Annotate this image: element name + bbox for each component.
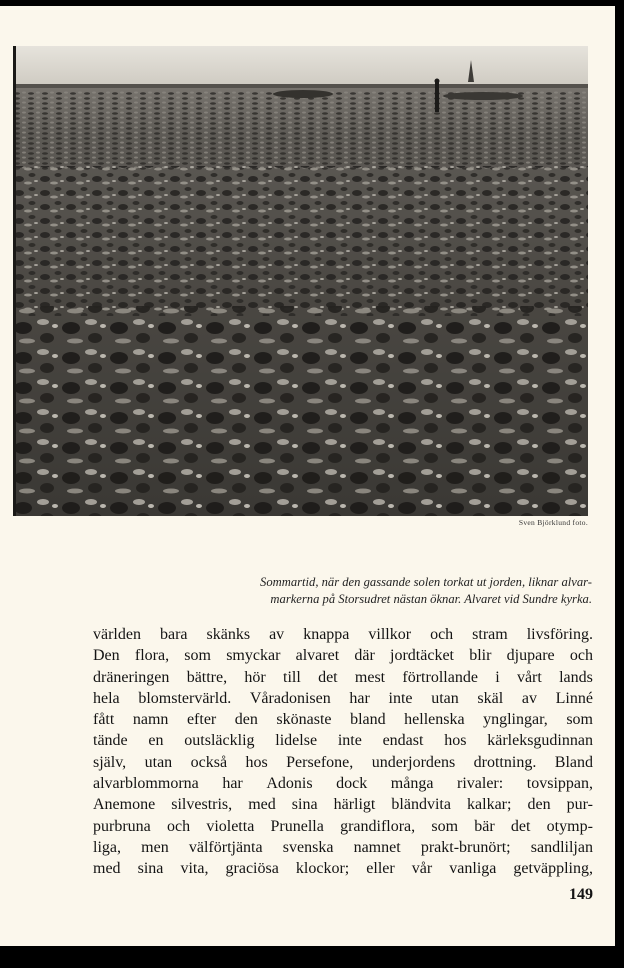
word: livsföring.: [526, 626, 593, 643]
word: och: [569, 647, 593, 665]
alvar-landscape-photo: [13, 46, 588, 516]
body-line: [93, 858, 593, 879]
word: namn: [132, 711, 169, 729]
word: skänks: [206, 626, 251, 643]
word: stram: [472, 626, 508, 643]
photo-credit: Sven Björklund foto.: [518, 518, 588, 527]
word: graciösa: [225, 860, 279, 878]
word: djupare: [506, 647, 555, 665]
word: utan: [431, 689, 459, 707]
word: som: [431, 817, 459, 835]
word: många: [390, 775, 434, 793]
word: välförtjänta: [188, 838, 263, 856]
word: en: [148, 732, 164, 750]
word: skäl: [477, 689, 504, 707]
word: rivaler:: [457, 775, 504, 793]
word: Den: [93, 647, 120, 665]
word: getväppling,: [513, 860, 593, 878]
scan-border-right: [615, 0, 624, 968]
word: förtrollande: [402, 668, 478, 686]
body-line: [93, 816, 593, 837]
word: också: [190, 753, 228, 771]
word: villkor: [368, 626, 412, 643]
page-number: 149: [569, 886, 593, 903]
word: har: [222, 775, 243, 793]
word: lands: [559, 668, 593, 686]
word: underjordens: [371, 753, 456, 771]
word: bländvita: [391, 796, 451, 814]
word: ynglingar,: [483, 711, 548, 729]
word: bättre,: [186, 668, 228, 686]
word: själv,: [93, 753, 127, 771]
word: Linné: [555, 689, 593, 707]
word: smyckar: [226, 647, 281, 665]
word: bara: [159, 626, 188, 643]
word: tände: [93, 732, 128, 750]
word: härligt: [333, 796, 376, 814]
word: den: [527, 796, 551, 814]
word: vårt: [516, 668, 542, 686]
word: Prunella: [270, 817, 324, 835]
word: där: [354, 647, 375, 665]
word: lidelse: [275, 732, 318, 750]
word: och: [166, 817, 191, 835]
word: skönaste: [276, 711, 332, 729]
body-line: [93, 752, 593, 773]
word: Persefone,: [286, 753, 354, 771]
word: men: [141, 838, 169, 856]
word: blir: [469, 647, 492, 665]
word: av: [269, 626, 285, 643]
word: hos: [444, 732, 467, 750]
word: namnet: [353, 838, 401, 856]
word: hos: [245, 753, 268, 771]
word: bland: [350, 711, 386, 729]
word: inte: [388, 689, 413, 707]
caption-line: Sommartid, när den gassande solen torkat ut jorden, liknar alvar-: [260, 575, 592, 589]
body-line: [93, 773, 593, 794]
word: violetta: [206, 817, 255, 835]
word: svenska: [282, 838, 334, 856]
word: vita,: [180, 860, 209, 878]
word: endast: [382, 732, 424, 750]
word: liga,: [93, 838, 121, 856]
body-line: [93, 837, 593, 858]
word: prakt-brunört;: [420, 838, 511, 856]
body-line: [93, 794, 593, 815]
word: Adonis: [266, 775, 313, 793]
word: pur-: [566, 796, 593, 814]
scan-border-top: [0, 0, 624, 6]
word: bär: [474, 817, 495, 835]
word: hör: [244, 668, 266, 686]
word: dock: [336, 775, 368, 793]
word: mest: [354, 668, 386, 686]
word: vår: [411, 860, 433, 878]
word: hellenska: [404, 711, 465, 729]
word: som: [184, 647, 211, 665]
word: har: [349, 689, 370, 707]
word: med: [248, 796, 276, 814]
word: silvestris,: [171, 796, 233, 814]
word: klockor;: [295, 860, 350, 878]
word: inte: [337, 732, 362, 750]
word: vanliga: [449, 860, 497, 878]
word: av: [521, 689, 537, 707]
word: sina: [291, 796, 318, 814]
word: drottning.: [473, 753, 537, 771]
word: efter: [186, 711, 217, 729]
word: den: [234, 711, 258, 729]
word: kalkar;: [467, 796, 512, 814]
word: outsläcklig: [184, 732, 255, 750]
scan-border-bottom: [0, 946, 624, 968]
body-line: [93, 688, 593, 709]
body-line: [93, 624, 593, 645]
word: purbruna: [93, 817, 151, 835]
word: jordtäcket: [390, 647, 454, 665]
word: alvarblommorna: [93, 775, 199, 793]
word: tovsippan,: [526, 775, 593, 793]
word: som: [566, 711, 593, 729]
photo-caption: [100, 574, 592, 608]
word: det: [510, 817, 531, 835]
word: utan: [144, 753, 173, 771]
word: världen: [93, 626, 141, 643]
word: Bland: [554, 753, 593, 771]
word: grandiflora,: [340, 817, 416, 835]
word: blomstervärld.: [138, 689, 232, 707]
word: knappa: [303, 626, 350, 643]
body-paragraph: [93, 624, 593, 880]
word: otymp-: [546, 817, 593, 835]
word: sandliljan: [530, 838, 593, 856]
word: Våradonisen: [249, 689, 331, 707]
word: sina: [137, 860, 164, 878]
word: och: [430, 626, 454, 643]
word: alvaret: [295, 647, 340, 665]
word: fått: [93, 711, 115, 729]
caption-line: markerna på Storsudret nästan öknar. Alvaret vid Sundre kyrka.: [270, 592, 592, 606]
word: det: [318, 668, 338, 686]
word: med: [93, 860, 121, 878]
word: kärleksgudinnan: [487, 732, 593, 750]
word: eller: [366, 860, 395, 878]
body-line: [93, 667, 593, 688]
word: flora,: [134, 647, 170, 665]
word: i: [495, 668, 500, 686]
body-line: [93, 730, 593, 751]
word: dräneringen: [93, 668, 170, 686]
photo-drawing: [13, 46, 588, 516]
body-line: [93, 645, 593, 666]
word: Anemone: [93, 796, 156, 814]
word: hela: [93, 689, 120, 707]
word: till: [283, 668, 301, 686]
body-line: [93, 709, 593, 730]
